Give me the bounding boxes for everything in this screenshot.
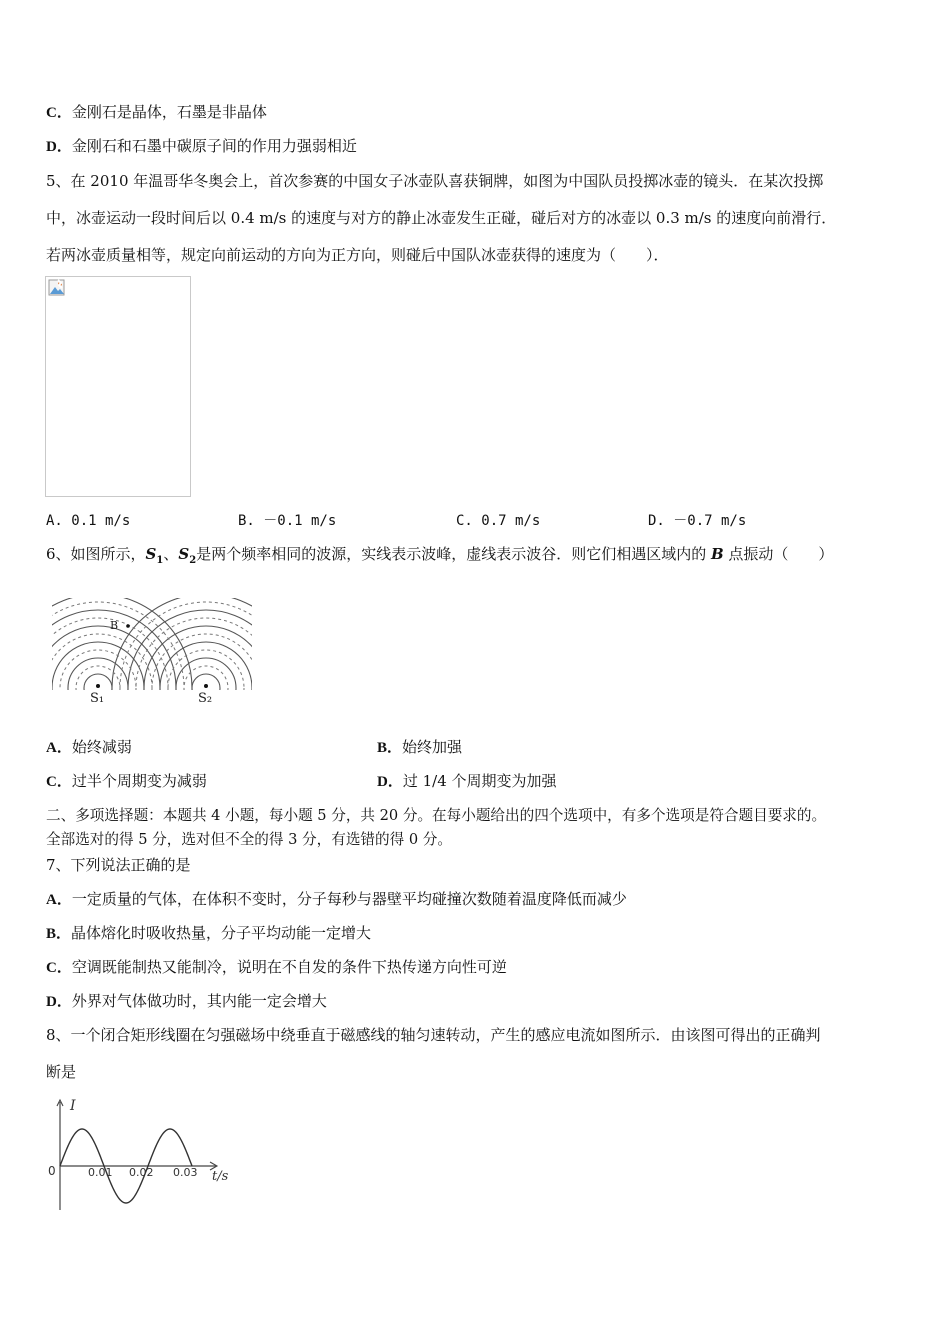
option-text: 过 1/4 个周期变为加强 bbox=[402, 772, 557, 790]
option-letter: C bbox=[46, 774, 57, 790]
q6-stem-post: 点振动（ ） bbox=[723, 545, 834, 563]
x-axis-label: t/s bbox=[212, 1169, 229, 1184]
q5-option-d: D. －0.7 m/s bbox=[648, 513, 747, 529]
q6-option-c: C．过半个周期变为减弱 bbox=[46, 772, 207, 790]
q5-curling-image-placeholder bbox=[45, 276, 191, 497]
option-text: 晶体熔化时吸收热量，分子平均动能一定增大 bbox=[71, 924, 372, 942]
broken-image-icon bbox=[48, 279, 66, 297]
option-text: 始终加强 bbox=[402, 738, 463, 756]
q6-stem-pre: 6、如图所示， bbox=[46, 545, 146, 563]
q6-stem-mid: 是两个频率相同的波源，实线表示波峰，虚线表示波谷．则它们相遇区域内的 bbox=[196, 545, 711, 563]
q5-stem-line1: 5、在 2010 年温哥华冬奥会上，首次参赛的中国女子冰壶队喜获铜牌，如图为中国队员投掷冰壶的镜头．在某次投掷 bbox=[46, 172, 824, 190]
source-s1-dot bbox=[96, 684, 100, 688]
option-letter: B bbox=[377, 740, 388, 756]
y-axis-label: I bbox=[70, 1098, 76, 1114]
q4-option-c: C．金刚石是晶体，石墨是非晶体 bbox=[46, 103, 267, 121]
tick-label-0-01: 0.01 bbox=[88, 1166, 113, 1179]
option-text: 始终减弱 bbox=[71, 738, 132, 756]
q5-option-a: A. 0.1 m/s bbox=[46, 513, 131, 529]
s1-symbol: S bbox=[145, 545, 157, 563]
q8-current-time-graph bbox=[44, 1096, 240, 1216]
q7-option-c: C．空调既能制热又能制冷，说明在不自发的条件下热传递方向性可逆 bbox=[46, 958, 507, 976]
q6-option-a: A．始终减弱 bbox=[46, 738, 132, 756]
option-letter: D bbox=[377, 774, 388, 790]
point-b-dot bbox=[126, 624, 130, 628]
source-s2-dot bbox=[204, 684, 208, 688]
b-point-symbol: B bbox=[710, 545, 724, 563]
q7-option-d: D．外界对气体做功时，其内能一定会增大 bbox=[46, 992, 327, 1010]
tick-label-0-03: 0.03 bbox=[173, 1166, 198, 1179]
source-s1-label: S₁ bbox=[90, 691, 105, 706]
option-letter: C bbox=[46, 960, 57, 976]
source-s2-label: S₂ bbox=[198, 691, 213, 706]
q5-option-c: C. 0.7 m/s bbox=[456, 513, 541, 529]
point-b-label: B bbox=[110, 619, 119, 632]
option-letter: D bbox=[46, 994, 57, 1010]
q4-option-d: D．金刚石和石墨中碳原子间的作用力强弱相近 bbox=[46, 137, 357, 155]
option-text: 过半个周期变为减弱 bbox=[71, 772, 207, 790]
tick-label-0-02: 0.02 bbox=[129, 1166, 154, 1179]
option-text: 空调既能制热又能制冷，说明在不自发的条件下热传递方向性可逆 bbox=[71, 958, 507, 976]
option-letter: A bbox=[46, 740, 57, 756]
q5-stem-line3: 若两冰壶质量相等，规定向前运动的方向为正方向，则碰后中国队冰壶获得的速度为（ ）． bbox=[46, 246, 669, 264]
option-text: 外界对气体做功时，其内能一定会增大 bbox=[71, 992, 327, 1010]
s2-symbol: S bbox=[178, 545, 190, 563]
q7-option-a: A．一定质量的气体，在体积不变时，分子每秒与器壁平均碰撞次数随着温度降低而减少 bbox=[46, 890, 627, 908]
option-letter: C bbox=[46, 105, 57, 121]
q8-stem-line2: 断是 bbox=[46, 1063, 77, 1081]
s1-subscript: 1 bbox=[156, 555, 164, 566]
option-letter: A bbox=[46, 892, 57, 908]
s2-subscript: 2 bbox=[189, 555, 197, 566]
section2-heading-line1: 二、多项选择题：本题共 4 小题，每小题 5 分，共 20 分。在每小题给出的四个选项中，有多个选项是符合题目要求的。 bbox=[46, 807, 827, 824]
section2-heading-line2: 全部选对的得 5 分，选对但不全的得 3 分，有选错的得 0 分。 bbox=[46, 831, 452, 848]
q5-option-b: B. －0.1 m/s bbox=[238, 513, 337, 529]
option-letter: D bbox=[46, 139, 57, 155]
q6-stem bbox=[46, 544, 833, 571]
option-text: 金刚石和石墨中碳原子间的作用力强弱相近 bbox=[71, 137, 357, 155]
q6-separator: 、 bbox=[163, 545, 179, 563]
option-text: 金刚石是晶体，石墨是非晶体 bbox=[71, 103, 267, 121]
option-text: 一定质量的气体，在体积不变时，分子每秒与器壁平均碰撞次数随着温度降低而减少 bbox=[71, 890, 627, 908]
q8-stem-line1: 8、一个闭合矩形线圈在匀强磁场中绕垂直于磁感线的轴匀速转动，产生的感应电流如图所示．由该图可得出的正确判 bbox=[46, 1026, 821, 1044]
q7-stem: 7、下列说法正确的是 bbox=[46, 856, 191, 874]
origin-label: 0 bbox=[48, 1164, 56, 1178]
q6-option-b: B．始终加强 bbox=[377, 738, 463, 756]
option-letter: B bbox=[46, 926, 57, 942]
q6-option-d: D．过 1/4 个周期变为加强 bbox=[377, 772, 557, 790]
q5-stem-line2: 中，冰壶运动一段时间后以 0.4 m/s 的速度与对方的静止冰壶发生正碰，碰后对方的冰壶以 0.3 m/s 的速度向前滑行． bbox=[46, 209, 837, 227]
q6-wave-interference-figure bbox=[52, 598, 252, 708]
q7-option-b: B．晶体熔化时吸收热量，分子平均动能一定增大 bbox=[46, 924, 372, 942]
